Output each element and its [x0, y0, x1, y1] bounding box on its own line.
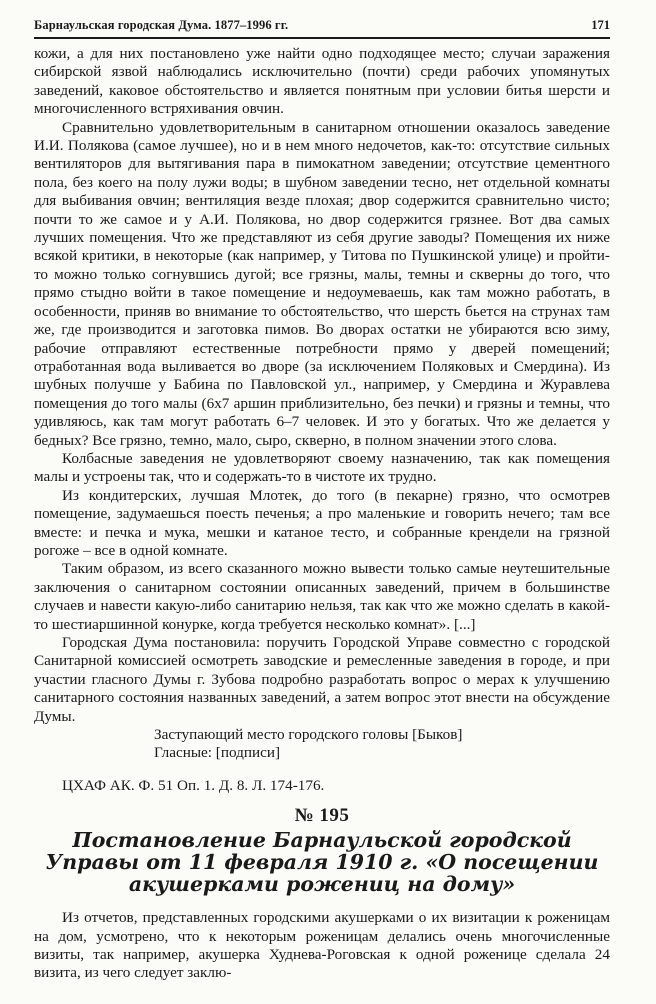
paragraph: кожи, а для них постановлено уже найти одно подходящее место; случаи заражения сибирской язвой наблюдались исключительно (почти) среди рабочих упомянутых заведений, каковое обстоятельство и является понятным при условии битья шерсти и многочисленного встряхивания овчин. — [34, 45, 610, 118]
page-number: 171 — [591, 18, 610, 32]
body-text — [34, 45, 610, 726]
paragraph: Городская Дума постановила: поручить Городской Управе совместно с городской Санитарной комиссией осмотреть заводские и ремесленные заведения в городе, и при участии гласного Думы г. Зубова подробно разработать вопрос о мерах к улучшению санитарного состояния названных заведений, а затем вопрос этот внести на обсуждение Думы. — [34, 634, 610, 725]
paragraph: Сравнительно удовлетворительным в санитарном отношении оказалось заведение И.И. Полякова (самое лучшее), но и в нем много недочетов, как-то: отсутствие сильных вентиляторов для вытягивания пара в пимокатном заведении; отсутствие цементного пола, без коего на полу лужи воды; в шубном заведении тесно, нет отдельной комнаты для выбивания овчин; вентиляция везде плохая; двор содержится сравнительно чисто; почти то же самое и у А.И. Полякова, но двор содержится грязнее. Вот два самых лучших помещения. Что же представляют из себя другие заводы? Помещения их ниже всякой критики, в некоторые (как например, у Титова по Пушкинской улице) и пройти-то можно только согнувшись дугой; все грязны, малы, темны и скверны до того, что прямо стыдно войти в такое помещение и недоумеваешь, как там можно работать, в особенности, приняв во внимание то обстоятельство, что шерсть бьется на струнах там же, где производится и заготовка пимов. Во дворах остатки не убираются всю зиму, рабочие отправляют естественные потребности прямо у дверей помещений; отработанная вода выливается во дворе (за исключением Поляковых и Смердина). Из шубных получше у Бабина по Павловской ул., например, у Смердина и Журавлева помещения до того малы (6х7 аршин приблизительно, без печки) и грязны и темны, что удивляюсь, как там могут работать 6–7 человек. И это у богатых. Что же делается у бедных? Все грязно, темно, мало, сыро, скверно, в полном значении этого слова. — [34, 118, 610, 449]
running-header — [34, 18, 610, 39]
archive-reference: ЦХАФ АК. Ф. 51 Оп. 1. Д. 8. Л. 174-176. — [62, 776, 325, 794]
document-body — [34, 909, 610, 983]
paragraph: Колбасные заведения не удовлетворяют своему назначению, так как помещения малы и устроены так, что и содержать-то в чистоте их трудно. — [34, 449, 610, 486]
document-title: Постановление Барнаульской городской Управы от 11 февраля 1910 г. «О посещении акушерками рожениц на дому» — [45, 828, 599, 897]
signature-line-members: Гласные: [подписи] — [154, 744, 281, 762]
document-number: № 195 — [294, 805, 350, 827]
paragraph: Из отчетов, представленных городскими акушерками о их визитации к роженицам на дом, усмотрено, что к некоторым роженицам делались очень многочисленные визиты, так например, акушерка Худнева-Роговская к одной роженице сделала 24 визита, из чего следует заклю- — [34, 909, 610, 982]
signature-line-chair: Заступающий место городского головы [Быков] — [154, 726, 463, 744]
running-title: Барнаульская городская Дума. 1877–1996 гг. — [34, 18, 289, 32]
paragraph: Таким образом, из всего сказанного можно вывести только самые неутешительные заключения о санитарном состоянии описанных заведений, причем в большинстве случаев и навести какую-либо санитарию нельзя, так как что же можно сделать в какой-то шестиаршинной конурке, когда требуется несколько комнат». [...] — [34, 560, 610, 633]
signatures — [34, 726, 610, 763]
paragraph: Из кондитерских, лучшая Млотек, до того (в пекарне) грязно, что осмотрев помещение, задумаешься поесть печенья; а про маленькие и говорить нечего; там все вместе: и печка и мука, мешки и катаное тесто, и собранные крендели на грязной рогоже – все в одной комнате. — [34, 486, 610, 559]
